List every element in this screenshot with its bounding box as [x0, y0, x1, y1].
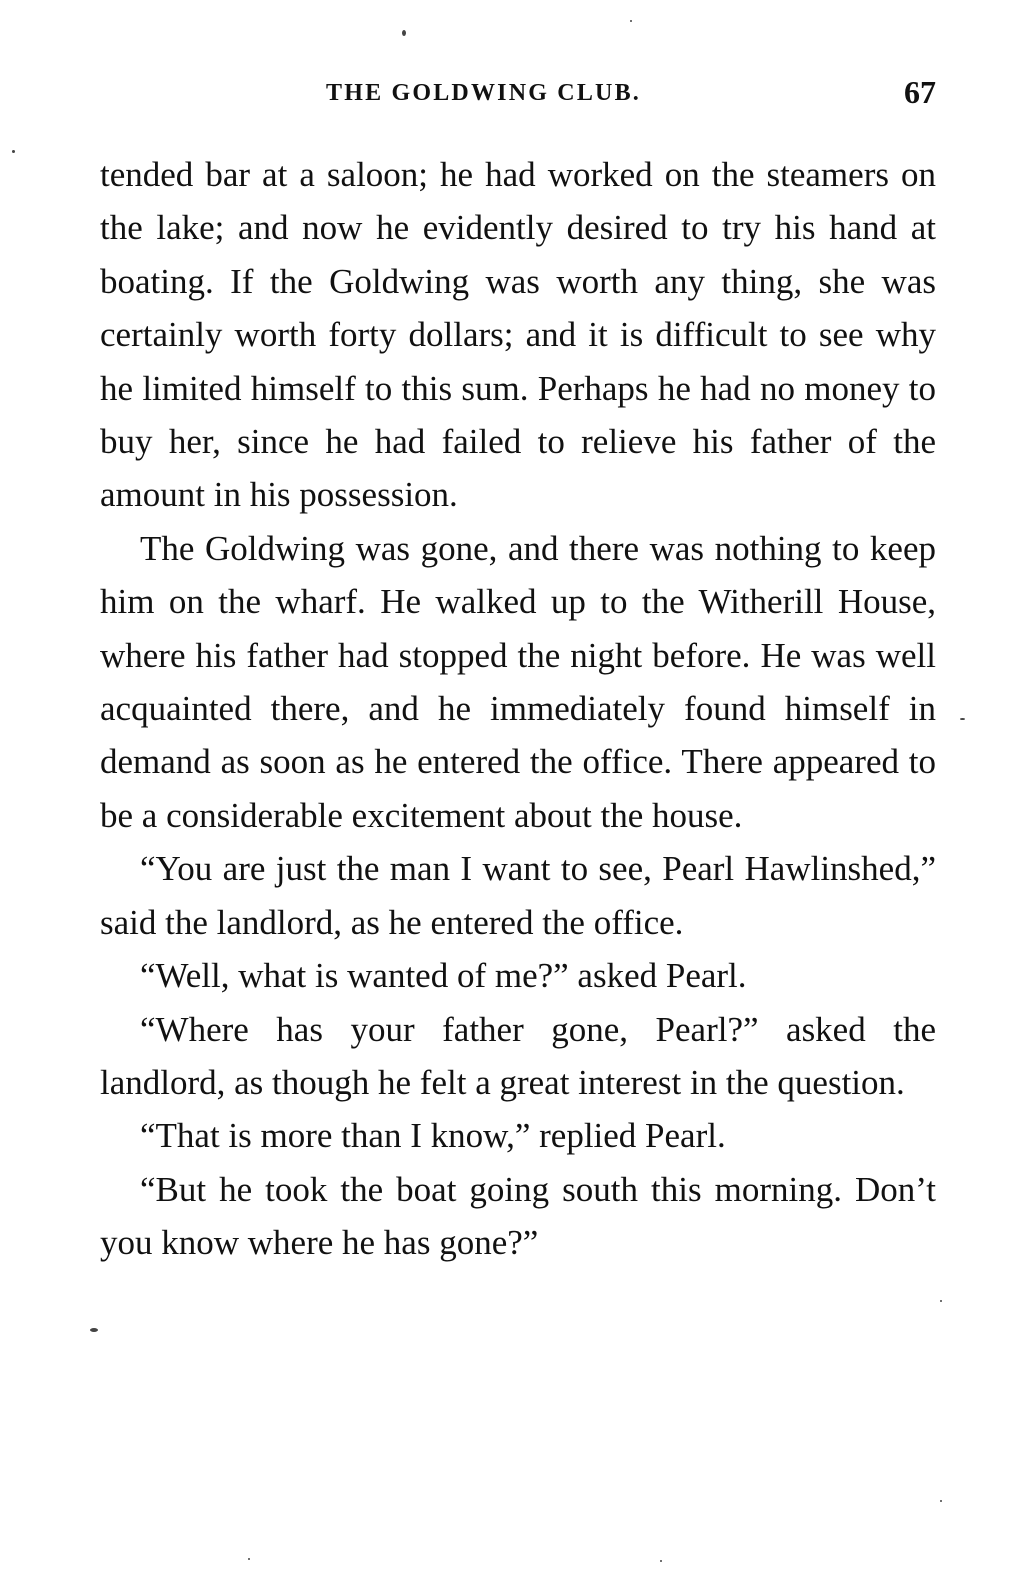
paragraph: “You are just the man I want to see, Pearl Hawlinshed,” said the landlord, as he entered the office. [100, 849, 936, 942]
running-head [96, 74, 936, 114]
scan-speck [960, 718, 965, 720]
paragraph: tended bar at a saloon; he had worked on the steamers on the lake; and now he evidently desired to try his hand at boating. If the Goldwing was worth any thing, she was certainly worth forty dollars; and it is difficult to see why he limited himself to this sum. Perhaps he had no money to buy her, since he had failed to relieve his father of the amount in his possession. [100, 155, 936, 515]
scan-speck [402, 30, 406, 36]
scan-speck [90, 1328, 98, 1332]
scan-speck [940, 1500, 942, 1502]
page-number: 67 [904, 74, 936, 110]
paragraph: “That is more than I know,” replied Pearl. [140, 1116, 726, 1156]
paragraph: The Goldwing was gone, and there was nothing to keep him on the wharf. He walked up to the Witherill House, where his father had stopped the night before. He was well acquainted there, and he immediately found himself in demand as soon as he entered the office. There appeared to be a considerable excitement about the house. [100, 528, 936, 835]
scan-speck [660, 1560, 662, 1562]
paragraph: “But he took the boat going south this morning. Don’t you know where he has gone?” [100, 1169, 936, 1263]
running-title: THE GOLDWING CLUB. [326, 80, 641, 106]
scan-speck [248, 1558, 250, 1560]
paragraph: “Where has your father gone, Pearl?” asked the landlord, as though he felt a great interest in the question. [100, 1009, 936, 1102]
paragraph: “Well, what is wanted of me?” asked Pearl. [140, 956, 747, 996]
scan-speck [940, 1300, 942, 1302]
scan-speck [12, 150, 15, 153]
scan-speck [630, 20, 632, 22]
body-text [100, 148, 936, 1270]
